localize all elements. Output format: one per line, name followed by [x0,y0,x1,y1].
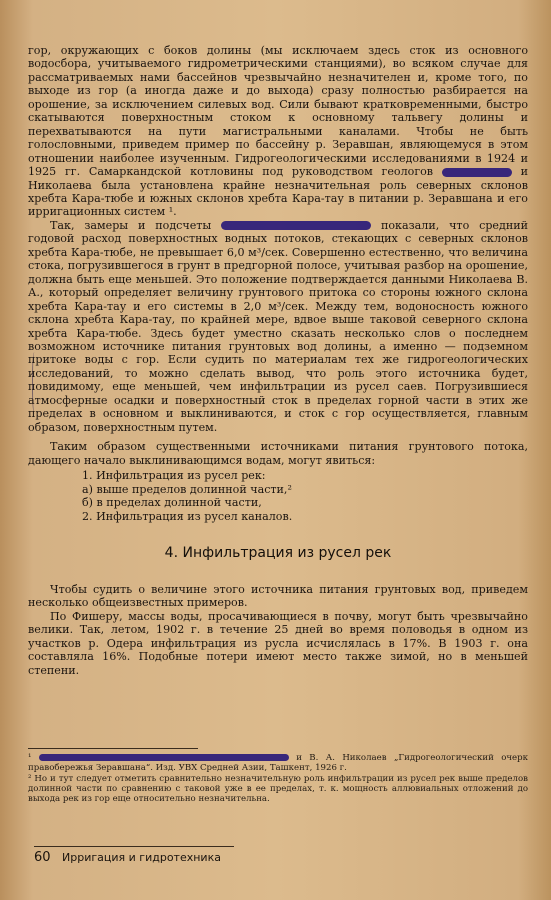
paragraph-5: По Фишеру, массы воды, просачивающиеся в почву, могут быть чрезвычайно велики. Так, летом, 1902 г. в течение 25 дней во время половодья в одном из участков р. Одера инфильтрация из русла исчислялась в 17%. В 1903 г. она составляла 16%. Подобные потери имеют место также зимой, но в меньшей степени. [28,609,528,677]
page-number: 60 [34,850,51,865]
list-item: 1. Инфильтрация из русел рек: [82,469,266,483]
list-item: 2. Инфильтрация из русел каналов. [82,509,293,523]
section-heading: 4. Инфильтрация из русел рек [164,545,392,562]
page-footer [34,850,221,865]
paragraph-2 [28,219,528,434]
paragraph-2-start: Так, замеры и подсчеты [50,218,212,232]
paragraph-3: Таким образом существенными источниками питания грунтового потока, дающего начало выклинивающимся водам, могут явиться: [28,440,528,467]
footnote-1-mark: ¹ [28,753,32,763]
paragraph-1 [28,44,528,219]
redaction-mark [442,168,512,177]
footnote-2: ² Но и тут следует отметить сравнительно незначительную роль инфильтрации из русел рек выше пределов долинной части по сравнению с таковой уже в ее пределах, т. к. мощность аллювиальных отложений до выхода рек из гор еще относительно незначительна. [28,773,528,805]
footnote-1 [28,753,528,774]
footnotes [28,748,528,804]
paragraph-2-rest: показали, что средний годовой расход поверхностных водных потоков, стекающих с северных склонов хребта Кара-тюбе, не превышает 6,0 м³/сек. Совершенно естественно, что величина стока, погрузившегося в грунт в предгорной полосе, учитывая разбор на орошение, должна быть еще меньшей. Это положение подтверждается данными Николаева В. А., который определяет величину грунтового притока со стороны южного склона хребта Кара-тау и его системы в 2,0 м³/сек. Между тем, водоносность южного склона хребта Кара-тау, по крайней мере, вдвое выше таковой северного склона хребта Кара-тюбе. Здесь будет уместно сказать несколько слов о последнем возможном источнике питания грунтовых вод долины, а именно — подземном притоке воды с гор. Если судить по материалам тех же гидрогеологических исследований, то можно сделать вывод, что роль этого источника будет, повидимому, еще меньшей, чем инфильтрации из русел саев. Погрузившиеся атмосферные осадки и поверхностный сток в пределах горной части в этих же пределах в основном и выклиниваются, и сток с гор осуществляется, главным образом, поверхностным путем. [28,218,529,434]
paragraph-1-cont: и Николаева была установлена крайне незначительная роль северных склонов хребта Кара-тюбе и южных склонов хребта Кара-тау в питании р. Зеравшана и его ирригационных систем ¹. [28,165,528,219]
running-title: Ирригация и гидротехника [62,851,221,864]
redaction-mark [39,754,289,761]
footnote-divider [28,748,198,749]
footnote-1-text: и В. А. Николаев „Гидрогеологический очерк правобережья Зеравшана“. Изд. УВХ Средней Азии, Ташкент, 1926 г. [28,753,529,774]
list-item: а) выше пределов долинной части,² [82,482,292,496]
sources-list [28,469,528,523]
list-item: б) в пределах долинной части, [82,496,262,510]
paragraph-4: Чтобы судить о величине этого источника питания грунтовых вод, приведем несколько общеизвестных примеров. [28,582,528,610]
main-text [28,44,528,677]
footer-divider [34,846,234,847]
redaction-mark [221,221,371,230]
paragraph-1-text: гор, окружающих с боков долины (мы исключаем здесь сток из основного водосбора, учитываемого гидрометрическими станциями), во всяком случае для рассматриваемых нами бассейнов чрезвычайно незначителен и, кроме того, по выходе из гор (а иногда даже и до выхода) сразу полностью разбирается на орошение, за исключением силевых вод. Сили бывают кратковременными, быстро скатываются поверхностным стоком к основному тальвегу долины и перехватываются на пути магистральными каналами. Чтобы не быть голословными, приведем пример по бассейну р. Зеравшан, являющемуся в этом отношении наиболее изученным. Гидрогеологическими исследованиями в 1924 и 1925 гг. Самаркандской котловины под руководством геологов [28,44,528,179]
